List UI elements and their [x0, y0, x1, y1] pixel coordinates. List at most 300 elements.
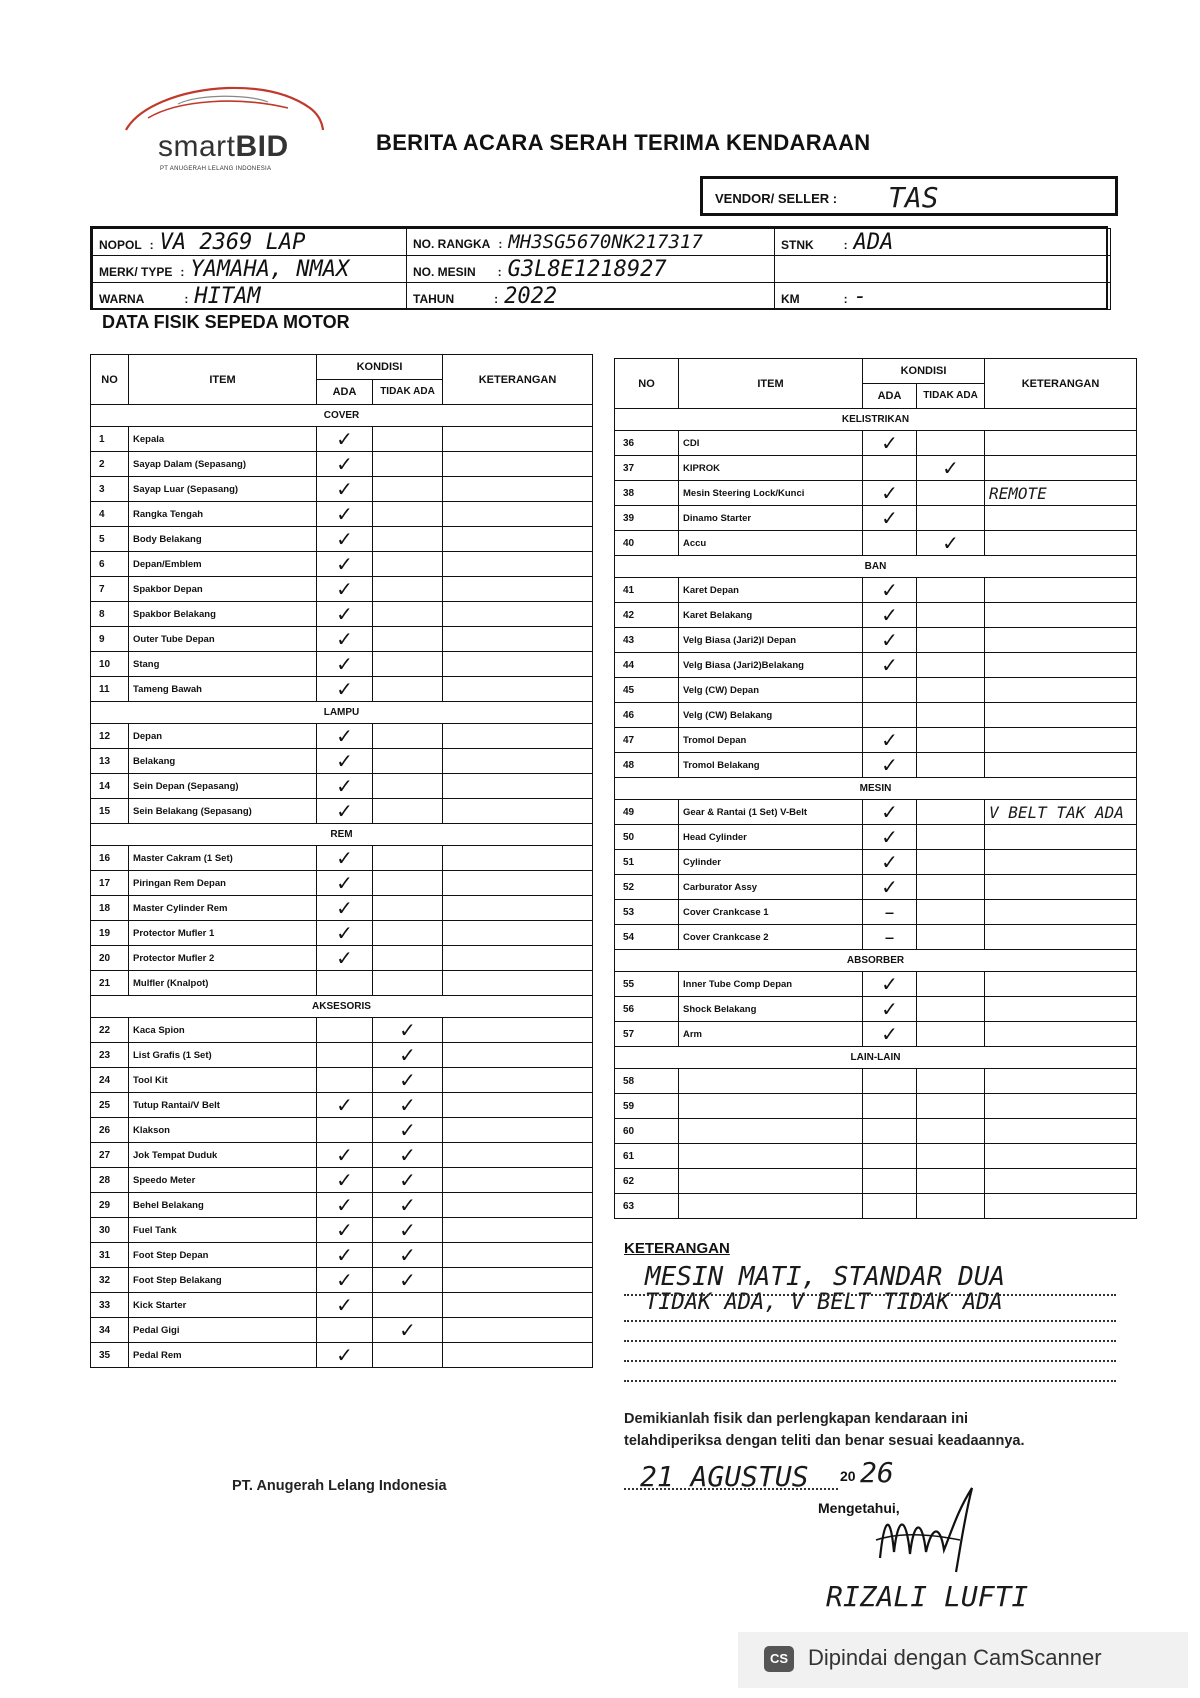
tidak-ada-mark — [917, 972, 985, 997]
row-keterangan — [443, 1118, 593, 1143]
row-keterangan — [443, 871, 593, 896]
ada-mark: ✓ — [863, 728, 917, 753]
nopol-value: VA 2369 LAP — [159, 229, 306, 255]
table-row — [615, 972, 1137, 997]
table-row — [91, 1143, 593, 1168]
table-row — [615, 506, 1137, 531]
tidak-ada-mark — [373, 724, 443, 749]
vehicle-info-table — [90, 226, 1108, 310]
header-item: ITEM — [129, 355, 317, 405]
row-number: 10 — [91, 652, 129, 677]
ada-mark — [863, 531, 917, 556]
row-item: Pedal Gigi — [129, 1318, 317, 1343]
row-number: 35 — [91, 1343, 129, 1368]
row-keterangan — [443, 971, 593, 996]
row-keterangan — [443, 1093, 593, 1118]
notes-dotted-line — [624, 1294, 1116, 1296]
tidak-ada-mark — [917, 1022, 985, 1047]
row-item: Kick Starter — [129, 1293, 317, 1318]
tidak-ada-mark — [373, 677, 443, 702]
row-number: 57 — [615, 1022, 679, 1047]
tahun-cell: TAHUN : 2022 — [407, 283, 775, 310]
table-row — [615, 997, 1137, 1022]
category-row — [615, 778, 1137, 800]
row-number: 19 — [91, 921, 129, 946]
row-keterangan — [985, 1144, 1137, 1169]
table-row — [615, 531, 1137, 556]
row-keterangan — [443, 799, 593, 824]
row-number: 40 — [615, 531, 679, 556]
row-number: 50 — [615, 825, 679, 850]
table-row — [91, 577, 593, 602]
company-name: PT. Anugerah Lelang Indonesia — [232, 1478, 447, 1494]
row-keterangan — [985, 1094, 1137, 1119]
ada-mark — [317, 1018, 373, 1043]
header-ada: ADA — [317, 380, 373, 405]
ada-mark: ✓ — [317, 896, 373, 921]
row-item: Tromol Depan — [679, 728, 863, 753]
row-keterangan — [985, 900, 1137, 925]
ada-mark: ✓ — [863, 603, 917, 628]
row-number: 41 — [615, 578, 679, 603]
table-row — [615, 1144, 1137, 1169]
checklist-body-left — [91, 405, 593, 1368]
header-tidak-ada: TIDAK ADA — [917, 384, 985, 409]
row-item: Master Cylinder Rem — [129, 896, 317, 921]
table-row — [91, 749, 593, 774]
header-tidak-ada: TIDAK ADA — [373, 380, 443, 405]
row-item: Spakbor Depan — [129, 577, 317, 602]
table-row — [91, 427, 593, 452]
ada-mark: ✓ — [863, 653, 917, 678]
row-number: 33 — [91, 1293, 129, 1318]
row-number: 16 — [91, 846, 129, 871]
row-number: 49 — [615, 800, 679, 825]
tidak-ada-mark — [917, 825, 985, 850]
ada-mark — [863, 1144, 917, 1169]
ada-mark: ✓ — [863, 1022, 917, 1047]
row-item: Speedo Meter — [129, 1168, 317, 1193]
ada-mark: ✓ — [317, 1193, 373, 1218]
row-keterangan — [443, 724, 593, 749]
row-item: Spakbor Belakang — [129, 602, 317, 627]
table-row — [91, 799, 593, 824]
ada-mark: ✓ — [317, 627, 373, 652]
row-keterangan — [443, 1043, 593, 1068]
header-no: NO — [91, 355, 129, 405]
table-row — [91, 774, 593, 799]
tidak-ada-mark — [917, 1144, 985, 1169]
row-item: Tromol Belakang — [679, 753, 863, 778]
row-keterangan — [985, 431, 1137, 456]
row-keterangan — [443, 527, 593, 552]
table-row — [615, 653, 1137, 678]
row-item: Rangka Tengah — [129, 502, 317, 527]
row-keterangan — [985, 506, 1137, 531]
table-row — [91, 602, 593, 627]
row-number: 58 — [615, 1069, 679, 1094]
table-row — [615, 628, 1137, 653]
signer-name: RIZALI LUFTI — [826, 1580, 1029, 1613]
row-item: Behel Belakang — [129, 1193, 317, 1218]
table-row — [615, 800, 1137, 825]
category-row — [615, 950, 1137, 972]
row-item: Sein Belakang (Sepasang) — [129, 799, 317, 824]
row-keterangan — [443, 477, 593, 502]
row-number: 21 — [91, 971, 129, 996]
row-keterangan — [443, 1193, 593, 1218]
table-row — [615, 728, 1137, 753]
row-number: 14 — [91, 774, 129, 799]
row-keterangan — [985, 1194, 1137, 1219]
tidak-ada-mark: ✓ — [917, 456, 985, 481]
ada-mark: ✓ — [317, 1218, 373, 1243]
table-row — [91, 502, 593, 527]
row-number: 32 — [91, 1268, 129, 1293]
row-item: Cover Crankcase 2 — [679, 925, 863, 950]
category-row — [91, 996, 593, 1018]
table-row — [91, 1193, 593, 1218]
table-row — [615, 431, 1137, 456]
tidak-ada-mark — [917, 431, 985, 456]
tidak-ada-mark: ✓ — [373, 1118, 443, 1143]
tidak-ada-mark — [373, 846, 443, 871]
header-no: NO — [615, 359, 679, 409]
tidak-ada-mark — [373, 971, 443, 996]
row-keterangan — [443, 774, 593, 799]
tidak-ada-mark — [917, 1094, 985, 1119]
row-item: CDI — [679, 431, 863, 456]
date-year-handwritten: 26 — [860, 1456, 894, 1489]
row-number: 43 — [615, 628, 679, 653]
row-item: Velg (CW) Depan — [679, 678, 863, 703]
tidak-ada-mark — [917, 800, 985, 825]
row-item: Stang — [129, 652, 317, 677]
tidak-ada-mark — [917, 703, 985, 728]
notes-title: KETERANGAN — [624, 1240, 730, 1257]
category-label: COVER — [91, 405, 593, 427]
empty-cell — [775, 256, 1111, 283]
tidak-ada-mark: ✓ — [917, 531, 985, 556]
row-keterangan — [985, 1119, 1137, 1144]
notes-line-2: TIDAK ADA, V BELT TIDAK ADA — [645, 1290, 1003, 1315]
row-keterangan — [985, 875, 1137, 900]
row-keterangan — [443, 846, 593, 871]
row-number: 47 — [615, 728, 679, 753]
row-keterangan — [985, 972, 1137, 997]
table-row — [615, 1119, 1137, 1144]
table-row — [91, 724, 593, 749]
ada-mark: ✓ — [863, 800, 917, 825]
row-number: 17 — [91, 871, 129, 896]
ada-mark: – — [863, 925, 917, 950]
warna-cell: WARNA : HITAM — [93, 283, 407, 310]
stnk-cell: STNK : ADA — [775, 229, 1111, 256]
table-row — [615, 825, 1137, 850]
row-number: 53 — [615, 900, 679, 925]
nopol-cell: NOPOL : VA 2369 LAP — [93, 229, 407, 256]
table-row — [91, 1318, 593, 1343]
ada-mark: ✓ — [863, 628, 917, 653]
vendor-box — [700, 176, 1118, 216]
tidak-ada-mark — [917, 653, 985, 678]
category-row — [615, 556, 1137, 578]
statement: Demikianlah fisik dan perlengkapan kendaraan ini telahdiperiksa dengan teliti dan benar sesuai keadaannya. — [624, 1411, 1025, 1449]
header-keterangan: KETERANGAN — [443, 355, 593, 405]
tidak-ada-mark: ✓ — [373, 1193, 443, 1218]
row-keterangan — [985, 628, 1137, 653]
row-keterangan — [443, 502, 593, 527]
row-number: 26 — [91, 1118, 129, 1143]
row-number: 45 — [615, 678, 679, 703]
table-row — [615, 578, 1137, 603]
row-item: Tutup Rantai/V Belt — [129, 1093, 317, 1118]
checklist-body-right — [615, 409, 1137, 1219]
ada-mark: ✓ — [863, 825, 917, 850]
ada-mark: ✓ — [863, 753, 917, 778]
tidak-ada-mark: ✓ — [373, 1318, 443, 1343]
table-row — [615, 678, 1137, 703]
row-item: KIPROK — [679, 456, 863, 481]
row-number: 48 — [615, 753, 679, 778]
ada-mark: ✓ — [317, 774, 373, 799]
table-row — [91, 1343, 593, 1368]
tidak-ada-mark: ✓ — [373, 1143, 443, 1168]
row-number: 2 — [91, 452, 129, 477]
header-ada: ADA — [863, 384, 917, 409]
ada-mark: ✓ — [317, 846, 373, 871]
tidak-ada-mark — [917, 753, 985, 778]
date-dotted-line — [624, 1488, 838, 1490]
row-keterangan — [985, 1022, 1137, 1047]
row-number: 38 — [615, 481, 679, 506]
row-keterangan — [443, 1168, 593, 1193]
date-year-prefix: 20 — [840, 1468, 856, 1484]
row-keterangan — [443, 1218, 593, 1243]
tidak-ada-mark — [373, 502, 443, 527]
row-number: 4 — [91, 502, 129, 527]
row-item: Cover Crankcase 1 — [679, 900, 863, 925]
category-row — [615, 409, 1137, 431]
warna-value: HITAM — [194, 283, 261, 309]
table-row — [615, 875, 1137, 900]
tidak-ada-mark — [917, 603, 985, 628]
row-item: Piringan Rem Depan — [129, 871, 317, 896]
km-cell: KM : - — [775, 283, 1111, 310]
table-row — [91, 971, 593, 996]
tidak-ada-mark — [917, 925, 985, 950]
row-number: 20 — [91, 946, 129, 971]
table-row — [91, 1118, 593, 1143]
row-number: 27 — [91, 1143, 129, 1168]
camscanner-badge — [738, 1632, 1188, 1688]
row-number: 29 — [91, 1193, 129, 1218]
row-keterangan — [443, 1318, 593, 1343]
ada-mark — [863, 456, 917, 481]
table-row — [91, 652, 593, 677]
ada-mark: ✓ — [317, 799, 373, 824]
ada-mark: ✓ — [863, 850, 917, 875]
header-item: ITEM — [679, 359, 863, 409]
document-title: BERITA ACARA SERAH TERIMA KENDARAAN — [376, 130, 871, 155]
row-item: List Grafis (1 Set) — [129, 1043, 317, 1068]
header-kondisi: KONDISI — [317, 355, 443, 380]
tidak-ada-mark — [373, 427, 443, 452]
table-row — [91, 552, 593, 577]
ada-mark: ✓ — [863, 431, 917, 456]
row-keterangan — [443, 1018, 593, 1043]
row-item: Body Belakang — [129, 527, 317, 552]
table-row — [91, 452, 593, 477]
row-item: Mulfler (Knalpot) — [129, 971, 317, 996]
row-number: 25 — [91, 1093, 129, 1118]
row-keterangan — [443, 677, 593, 702]
tidak-ada-mark — [373, 602, 443, 627]
row-keterangan: V BELT TAK ADA — [985, 800, 1137, 825]
ada-mark: ✓ — [317, 871, 373, 896]
notes-dotted-line — [624, 1380, 1116, 1382]
row-number: 23 — [91, 1043, 129, 1068]
category-label: KELISTRIKAN — [615, 409, 1137, 431]
tidak-ada-mark — [373, 527, 443, 552]
table-row — [91, 677, 593, 702]
tidak-ada-mark — [373, 749, 443, 774]
row-number: 42 — [615, 603, 679, 628]
notes-line-1: MESIN MATI, STANDAR DUA — [645, 1262, 1006, 1292]
tidak-ada-mark: ✓ — [373, 1018, 443, 1043]
row-number: 11 — [91, 677, 129, 702]
row-item: Sayap Luar (Sepasang) — [129, 477, 317, 502]
row-keterangan — [985, 728, 1137, 753]
header-kondisi: KONDISI — [863, 359, 985, 384]
tidak-ada-mark — [373, 652, 443, 677]
tidak-ada-mark — [917, 900, 985, 925]
ada-mark: ✓ — [317, 477, 373, 502]
row-keterangan — [443, 452, 593, 477]
row-item: Karet Belakang — [679, 603, 863, 628]
category-label: AKSESORIS — [91, 996, 593, 1018]
row-item: Kepala — [129, 427, 317, 452]
table-row — [91, 1168, 593, 1193]
row-keterangan — [443, 1243, 593, 1268]
smartbid-logo — [118, 78, 328, 178]
tidak-ada-mark — [373, 946, 443, 971]
row-item — [679, 1094, 863, 1119]
tidak-ada-mark — [917, 678, 985, 703]
category-row — [615, 1047, 1137, 1069]
table-row — [615, 1022, 1137, 1047]
row-keterangan — [985, 678, 1137, 703]
row-keterangan — [985, 703, 1137, 728]
table-row — [91, 1293, 593, 1318]
header-keterangan: KETERANGAN — [985, 359, 1137, 409]
row-keterangan — [985, 825, 1137, 850]
row-number: 30 — [91, 1218, 129, 1243]
tidak-ada-mark — [373, 1293, 443, 1318]
ada-mark: ✓ — [317, 427, 373, 452]
row-number: 1 — [91, 427, 129, 452]
ada-mark: ✓ — [863, 997, 917, 1022]
date-handwritten: 21 AGUSTUS — [640, 1460, 809, 1493]
row-item: Accu — [679, 531, 863, 556]
row-number: 61 — [615, 1144, 679, 1169]
ada-mark — [863, 1069, 917, 1094]
row-number: 34 — [91, 1318, 129, 1343]
tidak-ada-mark: ✓ — [373, 1268, 443, 1293]
row-item: Sayap Dalam (Sepasang) — [129, 452, 317, 477]
row-item: Jok Tempat Duduk — [129, 1143, 317, 1168]
row-keterangan — [985, 925, 1137, 950]
row-keterangan — [985, 753, 1137, 778]
row-item: Master Cakram (1 Set) — [129, 846, 317, 871]
rangka-cell: NO. RANGKA : MH3SG5670NK217317 — [407, 229, 775, 256]
row-keterangan — [985, 456, 1137, 481]
category-label: BAN — [615, 556, 1137, 578]
vendor-label: VENDOR/ SELLER : — [715, 191, 838, 206]
row-item — [679, 1069, 863, 1094]
row-keterangan — [443, 552, 593, 577]
row-keterangan — [443, 627, 593, 652]
row-item: Kaca Spion — [129, 1018, 317, 1043]
row-item: Cylinder — [679, 850, 863, 875]
table-row — [91, 1243, 593, 1268]
row-keterangan — [985, 531, 1137, 556]
ada-mark — [317, 1043, 373, 1068]
row-number: 28 — [91, 1168, 129, 1193]
row-item: Outer Tube Depan — [129, 627, 317, 652]
row-item: Velg Biasa (Jari2)l Depan — [679, 628, 863, 653]
row-number: 5 — [91, 527, 129, 552]
table-row — [91, 527, 593, 552]
row-item — [679, 1144, 863, 1169]
ada-mark: ✓ — [863, 578, 917, 603]
tidak-ada-mark — [373, 774, 443, 799]
notes-dotted-line — [624, 1340, 1116, 1342]
ada-mark: ✓ — [317, 652, 373, 677]
tidak-ada-mark — [373, 627, 443, 652]
row-item: Karet Depan — [679, 578, 863, 603]
table-row — [615, 1194, 1137, 1219]
ada-mark — [317, 1118, 373, 1143]
ada-mark: ✓ — [317, 1168, 373, 1193]
table-row — [91, 1218, 593, 1243]
logo-subtitle: PT ANUGERAH LELANG INDONESIA — [160, 166, 272, 172]
row-number: 9 — [91, 627, 129, 652]
logo-brand: smartBID — [158, 130, 289, 163]
row-number: 22 — [91, 1018, 129, 1043]
tidak-ada-mark — [373, 799, 443, 824]
section-title: DATA FISIK SEPEDA MOTOR — [102, 312, 350, 332]
tidak-ada-mark — [917, 1119, 985, 1144]
table-row — [615, 603, 1137, 628]
merk-value: YAMAHA, NMAX — [190, 256, 350, 282]
tidak-ada-mark: ✓ — [373, 1068, 443, 1093]
row-item: Velg Biasa (Jari2)Belakang — [679, 653, 863, 678]
tidak-ada-mark — [917, 506, 985, 531]
checklist-table-left — [90, 354, 593, 1368]
row-item: Foot Step Belakang — [129, 1268, 317, 1293]
row-keterangan — [985, 997, 1137, 1022]
tidak-ada-mark — [917, 578, 985, 603]
ada-mark: ✓ — [863, 506, 917, 531]
row-keterangan — [443, 652, 593, 677]
row-item: Belakang — [129, 749, 317, 774]
category-label: MESIN — [615, 778, 1137, 800]
merk-cell: MERK/ TYPE : YAMAHA, NMAX — [93, 256, 407, 283]
row-number: 44 — [615, 653, 679, 678]
table-row — [91, 1268, 593, 1293]
row-item: Pedal Rem — [129, 1343, 317, 1368]
